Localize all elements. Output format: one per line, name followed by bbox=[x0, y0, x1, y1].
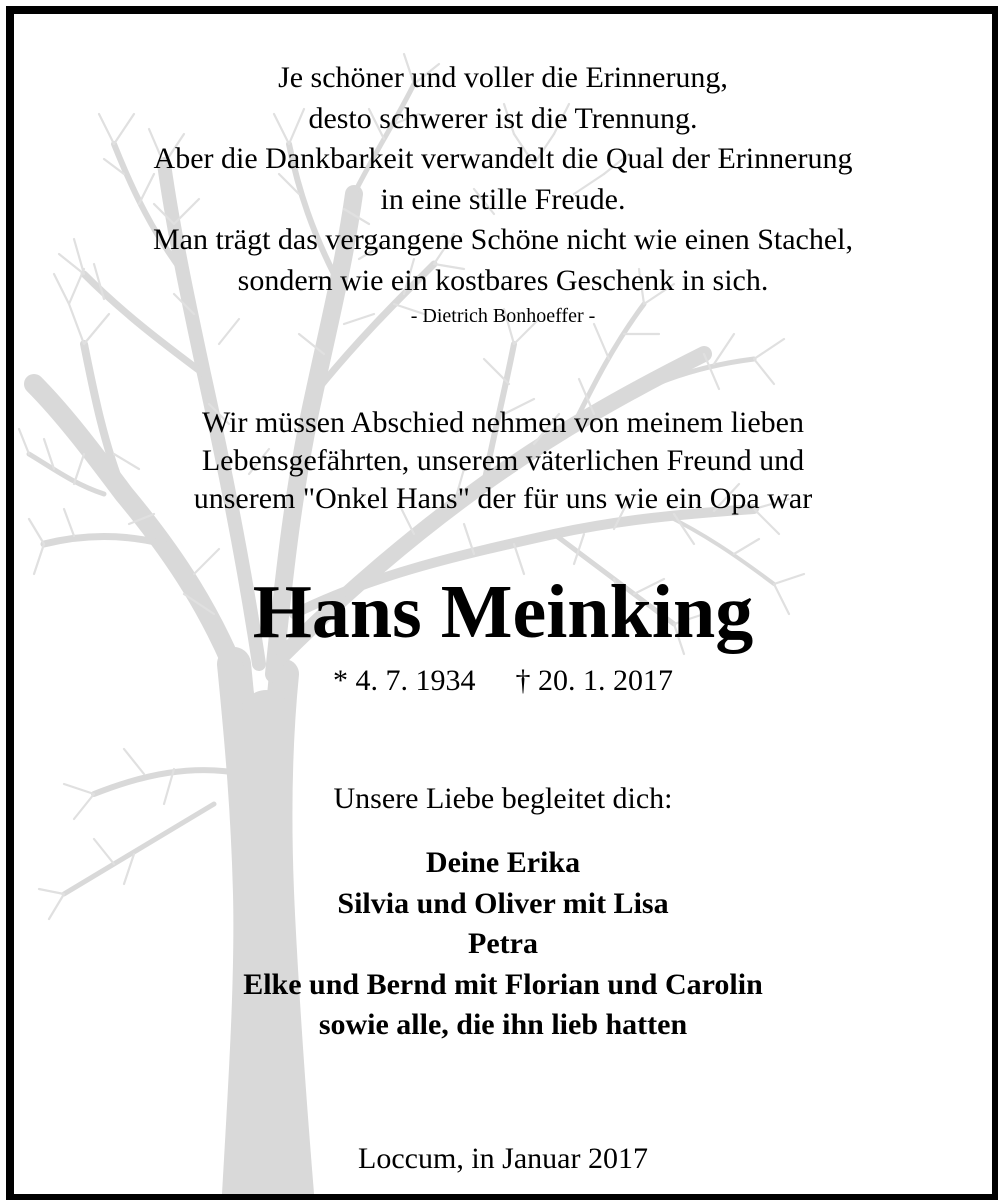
quote-line: Man trägt das vergangene Schöne nicht wie einen Stachel, bbox=[152, 223, 854, 256]
farewell-text bbox=[14, 404, 992, 518]
quote-line: Je schöner und voller die Erinnerung, bbox=[278, 61, 728, 94]
deceased-name: Hans Meinking bbox=[252, 570, 754, 654]
farewell-line: Wir müssen Abschied nehmen von meinem lieben bbox=[202, 406, 804, 439]
obituary-content bbox=[14, 14, 992, 1194]
birth-date: * 4. 7. 1934 bbox=[333, 664, 476, 697]
mourners-intro: Unsere Liebe begleitet dich: bbox=[333, 782, 673, 815]
mourner-line: Elke und Bernd mit Florian und Carolin bbox=[243, 967, 763, 1001]
death-date: † 20. 1. 2017 bbox=[515, 664, 673, 697]
obituary-frame bbox=[6, 6, 998, 1200]
quote-line: in eine stille Freude. bbox=[380, 182, 626, 216]
mourners-list bbox=[14, 843, 992, 1046]
life-dates bbox=[14, 662, 992, 700]
farewell-line: Lebensgefährten, unserem väterlichen Freund und bbox=[201, 444, 805, 477]
quote-line: Aber die Dankbarkeit verwandelt die Qual der Erinnerung bbox=[153, 142, 853, 175]
place-and-date: Loccum, in Januar 2017 bbox=[358, 1142, 648, 1175]
farewell-line: unserem "Onkel Hans" der für uns wie ein Opa war bbox=[193, 482, 813, 515]
mourner-line: sowie alle, die ihn lieb hatten bbox=[318, 1008, 688, 1041]
quote-line: sondern wie ein kostbares Geschenk in sich. bbox=[237, 263, 769, 297]
mourner-line: Silvia und Oliver mit Lisa bbox=[337, 886, 669, 920]
quote-block bbox=[14, 58, 992, 301]
mourner-line: Deine Erika bbox=[425, 846, 581, 879]
quote-author: - Dietrich Bonhoeffer - bbox=[410, 305, 596, 327]
mourner-line: Petra bbox=[468, 927, 538, 960]
quote-line: desto schwerer ist die Trennung. bbox=[308, 101, 698, 135]
